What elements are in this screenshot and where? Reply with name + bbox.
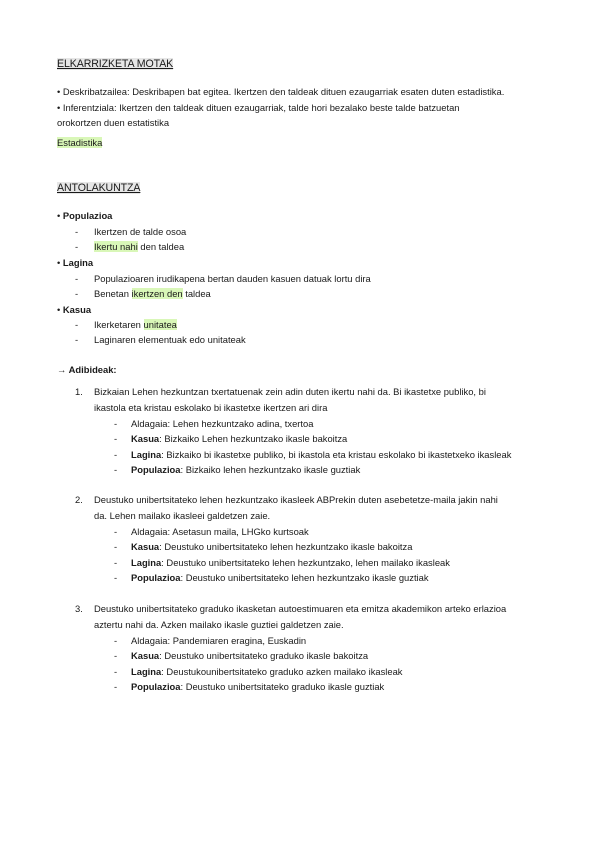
- highlight-wrapper: [57, 137, 102, 148]
- bullet: •: [57, 257, 61, 268]
- example-sub-item: [131, 449, 511, 460]
- dash: -: [75, 241, 79, 252]
- sub-key: Kasua: [131, 650, 160, 661]
- dash: -: [114, 449, 118, 460]
- sub-key: Lagina: [131, 557, 162, 568]
- example-text-line: Deustuko unibertsitateko lehen hezkuntzako ikasleek ABPrekin duten asebetetze-maila jakin nahi: [94, 494, 498, 505]
- list-item: [94, 288, 211, 299]
- sub-key: Kasua: [131, 541, 160, 552]
- sub-value: : Deustuko unibertsitateko graduko ikasle guztiak: [180, 681, 385, 692]
- example-sub-item: [131, 681, 384, 692]
- section-title-antolakuntza: ANTOLAKUNTZA: [57, 182, 141, 194]
- dash: -: [114, 650, 118, 661]
- sub-value: : Bizkaiko Lehen hezkuntzako ikasle bakoitza: [159, 433, 348, 444]
- sub-key: Kasua: [131, 433, 160, 444]
- group-label: Kasua: [62, 304, 92, 315]
- sub-key: Populazioa: [131, 464, 181, 475]
- dash: -: [114, 635, 118, 646]
- example-number: 2.: [75, 494, 83, 505]
- dash: -: [114, 526, 118, 537]
- dash: -: [75, 334, 79, 345]
- group-label: Lagina: [62, 257, 94, 268]
- sub-key: Lagina: [131, 449, 162, 460]
- example-sub-item: [131, 666, 403, 677]
- sub-value: : Deustuko unibertsitateko lehen hezkuntzako ikasle bakoitza: [159, 541, 413, 552]
- example-text-line: da. Lehen mailako ikasleei galdetzen zaie.: [94, 510, 271, 521]
- sub-value: : Bizkaiko lehen hezkuntzako ikasle guztiak: [180, 464, 361, 475]
- bullet: •: [57, 210, 61, 221]
- sub-key: Populazioa: [131, 681, 181, 692]
- sub-value: : Asetasun maila, LHGko kurtsoak: [167, 526, 309, 537]
- dash: -: [114, 572, 118, 583]
- group-lagina: [57, 257, 93, 268]
- example-sub-item: [131, 433, 347, 444]
- example-sub-item: [131, 650, 368, 661]
- dash: -: [114, 681, 118, 692]
- group-kasua: [57, 304, 91, 315]
- example-sub-item: [131, 526, 309, 537]
- list-item: [94, 319, 177, 330]
- example-text-line: Bizkaian Lehen hezkuntzan txertatuenak zein adin duten ikertu nahi da. Bi ikastetxe publiko, bi: [94, 386, 486, 397]
- sub-key: Aldagaia: [131, 526, 168, 537]
- text-pre: Populazioaren irudikapena bertan dauden kasuen datuak lortu dira: [94, 273, 371, 284]
- sub-key: Aldagaia: [131, 418, 168, 429]
- text-post: taldea: [182, 288, 211, 299]
- highlighted-label-estadistika: Estadistika: [57, 137, 103, 148]
- example-sub-item: [131, 541, 412, 552]
- example-text-line: aztertu nahi da. Azken mailako ikasle guztiei galdetzen zaie.: [94, 619, 344, 630]
- example-sub-item: [131, 572, 429, 583]
- dash: -: [114, 464, 118, 475]
- sub-value: : Deustuko unibertsitateko lehen hezkuntzako ikasle guztiak: [180, 572, 429, 583]
- sub-key: Populazioa: [131, 572, 181, 583]
- text-pre: Ikertzen de talde osoa: [94, 226, 187, 237]
- group-populazioa: [57, 210, 112, 221]
- definition-inferentziala-cont: orokortzen duen estatistika: [57, 117, 170, 128]
- dash: -: [114, 541, 118, 552]
- dash: -: [75, 273, 79, 284]
- list-item: [94, 226, 186, 237]
- list-item: [94, 241, 184, 252]
- example-text-line: ikastola eta kristau eskolako bi ikastetxe ikertzen ari dira: [94, 402, 328, 413]
- list-item: [94, 334, 246, 345]
- sub-value: : Lehen hezkuntzako adina, txertoa: [167, 418, 314, 429]
- text-pre: Benetan: [94, 288, 132, 299]
- examples-heading-wrapper: [57, 364, 117, 375]
- bullet: •: [57, 304, 61, 315]
- dash: -: [75, 319, 79, 330]
- text-highlight: ikertzen den: [131, 288, 183, 299]
- example-sub-item: [131, 635, 306, 646]
- example-number: 1.: [75, 386, 83, 397]
- sub-value: : Deustukounibertsitateko graduko azken mailako ikasleak: [161, 666, 403, 677]
- text-pre: Ikerketaren: [94, 319, 144, 330]
- group-label: Populazioa: [62, 210, 113, 221]
- definition-inferentziala: • Inferentziala: Ikertzen den taldeak dituen ezaugarriak, talde hori bezalako beste talde batzuetan: [57, 102, 460, 113]
- example-sub-item: [131, 418, 313, 429]
- example-sub-item: [131, 557, 450, 568]
- example-text-line: Deustuko unibertsitateko graduko ikasketan autoestimuaren eta emitza akademikon arteko erlazioa: [94, 603, 507, 614]
- example-sub-item: [131, 464, 360, 475]
- dash: -: [75, 288, 79, 299]
- dash: -: [114, 418, 118, 429]
- dash: -: [114, 557, 118, 568]
- sub-value: : Deustuko unibertsitateko lehen hezkuntzako, lehen mailako ikasleak: [161, 557, 450, 568]
- sub-key: Aldagaia: [131, 635, 168, 646]
- sub-value: : Pandemiaren eragina, Euskadin: [167, 635, 307, 646]
- text-highlight: Ikertu nahi: [94, 241, 138, 252]
- text-pre: Laginaren elementuak edo unitateak: [94, 334, 246, 345]
- dash: -: [114, 433, 118, 444]
- sub-key: Lagina: [131, 666, 162, 677]
- section-title-elkarrizketa-motak: ELKARRIZKETA MOTAK: [57, 58, 174, 70]
- dash: -: [75, 226, 79, 237]
- examples-heading: → Adibideak:: [57, 364, 117, 375]
- text-post: den taldea: [137, 241, 185, 252]
- text-highlight: unitatea: [143, 319, 177, 330]
- list-item: [94, 273, 371, 284]
- sub-value: : Bizkaiko bi ikastetxe publiko, bi ikastola eta kristau eskolako bi ikastetxeko ikasleak: [161, 449, 512, 460]
- dash: -: [114, 666, 118, 677]
- definition-deskribatzailea: • Deskribatzailea: Deskribapen bat egitea. Ikertzen den taldeak dituen ezaugarriak esaten duten estadistika.: [57, 86, 505, 97]
- sub-value: : Deustuko unibertsitateko graduko ikasle bakoitza: [159, 650, 369, 661]
- example-number: 3.: [75, 603, 83, 614]
